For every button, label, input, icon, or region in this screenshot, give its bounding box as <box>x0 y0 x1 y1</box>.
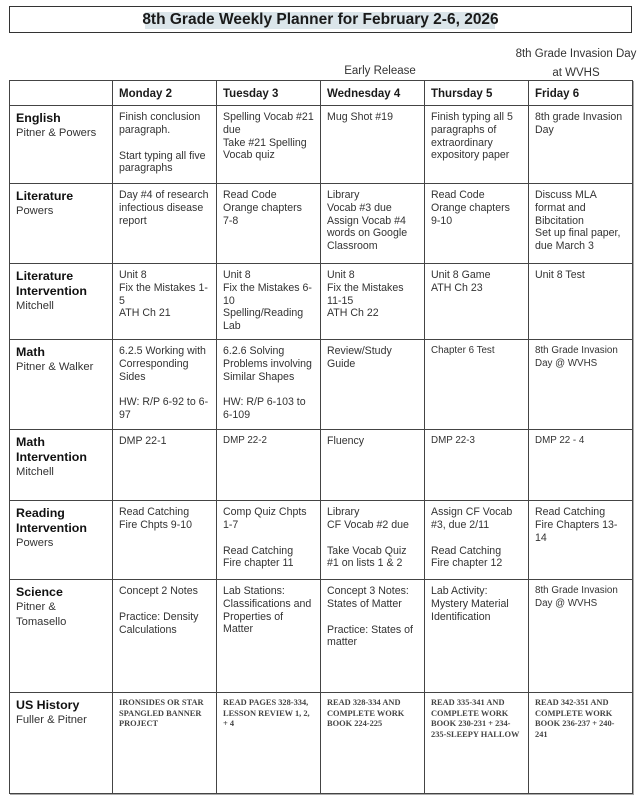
assignment-text: Comp Quiz Chpts 1-7 <box>223 506 307 531</box>
assignment-text: Unit 8 Game ATH Ch 23 <box>431 269 491 294</box>
subject-cell <box>10 184 113 264</box>
assignment-text: Concept 2 Notes <box>119 585 198 597</box>
assignment-cell <box>321 430 425 501</box>
assignment-cell <box>529 693 633 794</box>
assignment-text: DMP 22-3 <box>431 435 475 446</box>
assignment-cell <box>217 501 321 580</box>
assignment-text: READ 335-341 AND COMPLETE WORK BOOK 230-231 + 234-235-SLEEPY HALLOW <box>431 698 520 739</box>
subject-name: Science <box>16 585 63 599</box>
subject-cell <box>10 693 113 794</box>
subject-name: English <box>16 111 61 125</box>
corner-cell <box>10 81 113 106</box>
assignment-cell <box>113 501 217 580</box>
assignment-text: DMP 22-1 <box>119 435 167 447</box>
assignment-cell <box>425 264 529 340</box>
day-header: Tuesday 3 <box>217 81 321 106</box>
assignment-cell <box>529 184 633 264</box>
assignment-cell <box>321 340 425 430</box>
weekly-planner-table <box>9 80 633 794</box>
assignment-text: Fluency <box>327 435 365 447</box>
assignment-text: Library CF Vocab #2 due <box>327 506 409 531</box>
assignment-text: HW: R/P 6-103 to 6-109 <box>223 396 306 422</box>
assignment-cell <box>529 106 633 184</box>
assignment-text: READ 328-334 AND COMPLETE WORK BOOK 224-225 <box>327 698 405 728</box>
assignment-text: Unit 8 Fix the Mistakes 1-5 ATH Ch 21 <box>119 269 208 320</box>
assignment-text: Read Catching Fire chapter 12 <box>431 544 503 570</box>
teacher-names: Powers <box>16 537 54 549</box>
teacher-names: Pitner & Tomasello <box>16 601 67 628</box>
assignment-text: Concept 3 Notes: States of Matter <box>327 585 409 610</box>
day-header-row <box>10 81 633 106</box>
assignment-cell <box>217 264 321 340</box>
subject-name: Reading Intervention <box>16 506 87 535</box>
subject-cell <box>10 430 113 501</box>
assignment-text: Read Catching Fire Chpts 9-10 <box>119 506 193 531</box>
teacher-names: Pitner & Walker <box>16 361 94 373</box>
subject-row <box>10 184 633 264</box>
subject-row <box>10 106 633 184</box>
assignment-cell <box>425 580 529 693</box>
assignment-cell <box>217 106 321 184</box>
subject-name: Literature <box>16 189 74 203</box>
assignment-cell <box>217 184 321 264</box>
assignment-text: 6.2.5 Working with Corresponding Sides <box>119 345 206 383</box>
assignment-text: HW: R/P 6-92 to 6-97 <box>119 396 209 422</box>
assignment-text: Chapter 6 Test <box>431 345 495 356</box>
assignment-cell <box>529 430 633 501</box>
assignment-text: 8th grade Invasion Day <box>535 111 623 136</box>
assignment-cell <box>321 264 425 340</box>
assignment-cell <box>113 340 217 430</box>
assignment-text: Finish conclusion paragraph. <box>119 111 201 136</box>
assignment-text: Assign CF Vocab #3, due 2/11 <box>431 506 513 531</box>
assignment-cell <box>113 693 217 794</box>
teacher-names: Powers <box>16 205 54 217</box>
assignment-text: Read Code Orange chapters 9-10 <box>431 189 510 227</box>
assignment-cell <box>425 430 529 501</box>
assignment-cell <box>217 340 321 430</box>
planner-title-box <box>9 6 632 33</box>
assignment-text: READ PAGES 328-334, LESSON REVIEW 1, 2, + 4 <box>223 698 310 728</box>
subject-cell <box>10 106 113 184</box>
planner-body <box>10 106 633 794</box>
assignment-text: Read Catching Fire chapter 11 <box>223 544 294 570</box>
page-title: 8th Grade Weekly Planner for February 2-6, 2026 <box>142 11 499 28</box>
assignment-cell <box>425 501 529 580</box>
day-header: Wednesday 4 <box>321 81 425 106</box>
assignment-cell <box>321 501 425 580</box>
subject-row <box>10 340 633 430</box>
subject-name: Math <box>16 345 45 359</box>
assignment-cell <box>321 106 425 184</box>
assignment-text: DMP 22 - 4 <box>535 435 585 446</box>
assignment-text: IRONSIDES OR STAR SPANGLED BANNER PROJECT <box>119 698 204 728</box>
subject-name: US History <box>16 698 80 712</box>
assignment-cell <box>425 184 529 264</box>
subject-cell <box>10 264 113 340</box>
assignment-cell <box>217 430 321 501</box>
day-header: Friday 6 <box>529 81 633 106</box>
assignment-text: 8th Grade Invasion Day @ WVHS <box>535 585 618 609</box>
assignment-text: Start typing all five paragraphs <box>119 149 206 175</box>
assignment-text: DMP 22-2 <box>223 435 267 446</box>
assignment-cell <box>113 264 217 340</box>
assignment-cell <box>113 580 217 693</box>
subject-row <box>10 580 633 693</box>
day-header: Monday 2 <box>113 81 217 106</box>
assignment-text: Review/Study Guide <box>327 345 392 370</box>
assignment-text: READ 342-351 AND COMPLETE WORK BOOK 236-237 + 240-241 <box>535 698 615 739</box>
day-header: Thursday 5 <box>425 81 529 106</box>
assignment-cell <box>425 693 529 794</box>
subject-cell <box>10 501 113 580</box>
subject-cell <box>10 340 113 430</box>
teacher-names: Mitchell <box>16 300 54 312</box>
assignment-cell <box>217 580 321 693</box>
teacher-names: Mitchell <box>16 466 54 478</box>
subject-cell <box>10 580 113 693</box>
assignment-text: Unit 8 Fix the Mistakes 6-10 Spelling/Reading Lab <box>223 269 312 333</box>
assignment-text: 8th Grade Invasion Day @ WVHS <box>535 345 618 369</box>
assignment-text: Practice: Density Calculations <box>119 610 199 636</box>
assignment-text: Take Vocab Quiz #1 on lists 1 & 2 <box>327 544 407 570</box>
assignment-text: Read Code Orange chapters 7-8 <box>223 189 302 227</box>
assignment-cell <box>529 501 633 580</box>
assignment-text: Mug Shot #19 <box>327 111 393 123</box>
assignment-cell <box>321 580 425 693</box>
teacher-names: Pitner & Powers <box>16 127 97 139</box>
assignment-text: Lab Activity: Mystery Material Identification <box>431 585 509 623</box>
subject-row <box>10 693 633 794</box>
assignment-text: Discuss MLA format and Bibcitation Set up final paper, due March 3 <box>535 189 621 253</box>
assignment-cell <box>113 184 217 264</box>
assignment-text: Unit 8 Fix the Mistakes 11-15 ATH Ch 22 <box>327 269 404 320</box>
assignment-cell <box>113 106 217 184</box>
invasion-day-note: 8th Grade Invasion Day at WVHS <box>515 48 637 79</box>
subject-name: Math Intervention <box>16 435 87 464</box>
assignment-text: Read Catching Fire Chapters 13-14 <box>535 506 618 544</box>
subject-row <box>10 430 633 501</box>
assignment-text: Library Vocab #3 due Assign Vocab #4 words on Google Classroom <box>327 189 408 253</box>
assignment-text: Finish typing all 5 paragraphs of extraordinary expository paper <box>431 111 513 162</box>
assignment-cell <box>425 340 529 430</box>
assignment-cell <box>321 184 425 264</box>
assignment-cell <box>113 430 217 501</box>
subject-row <box>10 264 633 340</box>
early-release-note: Early Release <box>344 65 416 77</box>
subject-name: Literature Intervention <box>16 269 87 298</box>
assignment-cell <box>321 693 425 794</box>
assignment-cell <box>425 106 529 184</box>
teacher-names: Fuller & Pitner <box>16 714 87 726</box>
assignment-text: Spelling Vocab #21 due Take #21 Spelling Vocab quiz <box>223 111 314 162</box>
assignment-text: Day #4 of research infectious disease report <box>119 189 209 227</box>
assignment-cell <box>217 693 321 794</box>
assignment-text: Unit 8 Test <box>535 269 585 281</box>
subject-row <box>10 501 633 580</box>
assignment-cell <box>529 264 633 340</box>
assignment-text: Practice: States of matter <box>327 623 413 649</box>
assignment-cell <box>529 340 633 430</box>
assignment-text: 6.2.6 Solving Problems involving Similar Shapes <box>223 345 312 383</box>
assignment-text: Lab Stations: Classifications and Properties of Matter <box>223 585 312 636</box>
assignment-cell <box>529 580 633 693</box>
